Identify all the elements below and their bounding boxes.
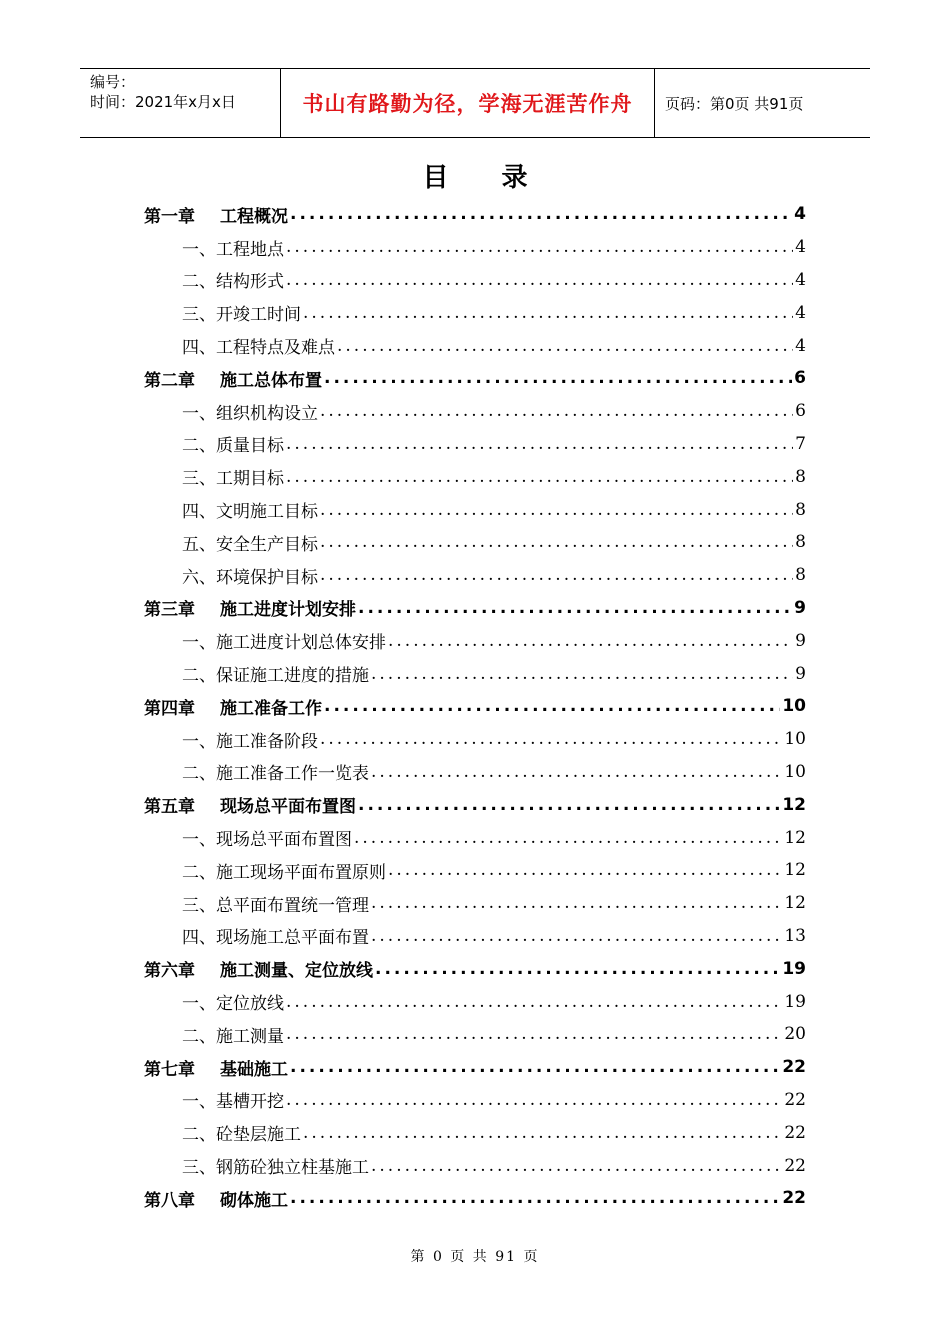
dot-leader [320, 401, 793, 421]
dot-leader [320, 565, 793, 585]
entry-page-number: 8 [795, 532, 806, 553]
toc-section-entry[interactable] [144, 395, 806, 428]
entry-page-number: 10 [784, 761, 806, 782]
entry-page-number: 9 [794, 597, 806, 618]
toc-section-entry[interactable] [144, 460, 806, 493]
entry-page-number: 6 [795, 401, 806, 422]
entry-title: 三、开竣工时间 [182, 305, 301, 326]
toc-section-entry[interactable] [144, 821, 806, 854]
entry-page-number: 22 [784, 1155, 806, 1176]
toc-section-entry[interactable] [144, 428, 806, 461]
toc-section-entry[interactable] [144, 1116, 806, 1149]
header-motto: 书山有路勤为径，学海无涯苦作舟 [281, 69, 655, 137]
toc-section-entry[interactable] [144, 231, 806, 264]
chapter-number: 第三章 [144, 600, 195, 621]
entry-title: 砌体施工 [220, 1190, 288, 1211]
entry-title: 二、施工准备工作一览表 [182, 764, 369, 785]
toc-section-entry[interactable] [144, 1018, 806, 1051]
entry-page-number: 4 [794, 204, 806, 225]
entry-page-number: 13 [784, 925, 806, 946]
entry-title: 一、施工准备阶段 [182, 731, 318, 752]
document-number-label: 编号： [90, 73, 136, 91]
dot-leader [320, 729, 782, 749]
dot-leader [388, 631, 793, 651]
toc-section-entry[interactable] [144, 1084, 806, 1117]
document-time: 时间：2021年x月x日 [90, 93, 236, 111]
entry-title: 基础施工 [220, 1059, 288, 1080]
entry-title: 一、施工进度计划总体安排 [182, 633, 386, 654]
dot-leader [286, 1024, 782, 1044]
entry-page-number: 12 [784, 893, 806, 914]
dot-leader [371, 926, 782, 946]
toc-section-entry[interactable] [144, 657, 806, 690]
chapter-number: 第一章 [144, 206, 195, 227]
entry-page-number: 4 [795, 335, 806, 356]
entry-title: 三、钢筋砼独立柱基施工 [182, 1158, 369, 1178]
entry-page-number: 12 [784, 860, 806, 881]
dot-leader [286, 992, 782, 1012]
toc-section-entry[interactable] [144, 854, 806, 887]
dot-leader [290, 1057, 780, 1077]
entry-page-number: 22 [782, 1057, 806, 1078]
dot-leader [388, 860, 782, 880]
toc-chapter-entry[interactable] [144, 690, 806, 723]
toc-section-entry[interactable] [144, 264, 806, 297]
entry-title: 三、总平面布置统一管理 [182, 895, 369, 916]
dot-leader [286, 237, 793, 257]
toc-chapter-entry[interactable] [144, 952, 806, 985]
entry-page-number: 12 [782, 794, 806, 815]
entry-title: 一、组织机构设立 [182, 403, 318, 424]
page-footer: 第 0 页 共 91 页 [410, 1249, 540, 1265]
dot-leader [371, 664, 793, 684]
toc-chapter-entry[interactable] [144, 362, 806, 395]
entry-page-number: 19 [782, 958, 806, 979]
dot-leader [375, 959, 780, 979]
entry-page-number: 10 [782, 696, 806, 717]
toc-section-entry[interactable] [144, 493, 806, 526]
entry-page-number: 12 [784, 827, 806, 848]
entry-title: 二、砼垫层施工 [182, 1125, 301, 1146]
toc-chapter-entry[interactable] [144, 198, 806, 231]
dot-leader [290, 204, 792, 224]
dot-leader [303, 1123, 782, 1143]
dot-leader [286, 467, 793, 487]
chapter-number: 第五章 [144, 797, 195, 818]
entry-title: 四、文明施工目标 [182, 502, 318, 523]
entry-title: 二、质量目标 [182, 436, 284, 457]
entry-title: 二、施工现场平面布置原则 [182, 862, 386, 883]
toc-section-entry[interactable] [144, 887, 806, 920]
dot-leader [320, 532, 793, 552]
dot-leader [358, 598, 792, 618]
entry-page-number: 20 [784, 1024, 806, 1045]
toc-section-entry[interactable] [144, 756, 806, 789]
toc-chapter-entry[interactable] [144, 592, 806, 625]
chapter-number: 第八章 [144, 1190, 195, 1211]
dot-leader [324, 696, 780, 716]
entry-page-number: 22 [784, 1089, 806, 1110]
dot-leader [320, 500, 793, 520]
entry-page-number: 4 [795, 237, 806, 258]
entry-title: 施工进度计划安排 [220, 600, 356, 621]
chapter-number: 第六章 [144, 961, 195, 982]
entry-page-number: 19 [784, 991, 806, 1012]
toc-section-entry[interactable] [144, 1149, 806, 1182]
dot-leader [371, 893, 782, 913]
chapter-number: 第四章 [144, 698, 195, 719]
entry-title: 二、结构形式 [182, 272, 284, 293]
dot-leader [286, 1090, 782, 1110]
entry-page-number: 7 [795, 433, 806, 454]
toc-section-entry[interactable] [144, 559, 806, 592]
entry-page-number: 4 [795, 302, 806, 323]
toc-section-entry[interactable] [144, 329, 806, 362]
entry-title: 三、工期目标 [182, 469, 284, 490]
entry-title: 六、环境保护目标 [182, 567, 318, 588]
toc-section-entry[interactable] [144, 526, 806, 559]
header-meta [80, 69, 281, 137]
dot-leader [303, 303, 793, 323]
toc-title: 目 录 [422, 163, 550, 193]
toc-section-entry[interactable] [144, 624, 806, 657]
toc-chapter-entry[interactable] [144, 1182, 806, 1215]
entry-title: 二、施工测量 [182, 1026, 284, 1047]
entry-page-number: 9 [795, 663, 806, 684]
entry-page-number: 22 [782, 1188, 806, 1209]
page-header [80, 68, 870, 138]
entry-title: 二、保证施工进度的措施 [182, 666, 369, 687]
entry-title: 五、安全生产目标 [182, 534, 318, 555]
dot-leader [324, 368, 792, 388]
dot-leader [371, 1156, 782, 1176]
entry-title: 四、现场施工总平面布置 [182, 928, 369, 949]
entry-page-number: 9 [795, 630, 806, 651]
dot-leader [371, 762, 782, 782]
entry-page-number: 6 [794, 368, 806, 389]
chapter-number: 第七章 [144, 1059, 195, 1080]
toc-section-entry[interactable] [144, 723, 806, 756]
entry-title: 工程概况 [220, 206, 288, 227]
toc-chapter-entry[interactable] [144, 788, 806, 821]
entry-page-number: 10 [784, 729, 806, 750]
table-of-contents [144, 198, 806, 1215]
dot-leader [358, 795, 780, 815]
dot-leader [290, 1188, 780, 1208]
entry-title: 一、现场总平面布置图 [182, 830, 352, 851]
entry-title: 现场总平面布置图 [220, 797, 356, 818]
entry-title: 四、工程特点及难点 [182, 338, 335, 359]
dot-leader [286, 270, 793, 290]
dot-leader [286, 434, 793, 454]
entry-title: 施工总体布置 [220, 370, 322, 391]
chapter-number: 第二章 [144, 370, 195, 391]
entry-title: 一、基槽开挖 [182, 1092, 284, 1113]
entry-title: 施工测量、定位放线 [220, 961, 373, 982]
dot-leader [354, 828, 782, 848]
entry-page-number: 8 [795, 466, 806, 487]
entry-page-number: 4 [795, 269, 806, 290]
entry-title: 一、工程地点 [182, 239, 284, 260]
toc-section-entry[interactable] [144, 920, 806, 953]
toc-section-entry[interactable] [144, 985, 806, 1018]
entry-title: 一、定位放线 [182, 994, 284, 1015]
toc-chapter-entry[interactable] [144, 1051, 806, 1084]
header-page-info: 页码：第0页 共91页 [665, 94, 804, 113]
entry-page-number: 22 [784, 1122, 806, 1143]
entry-page-number: 8 [795, 499, 806, 520]
dot-leader [337, 336, 793, 356]
entry-title: 施工准备工作 [220, 698, 322, 719]
toc-section-entry[interactable] [144, 296, 806, 329]
entry-page-number: 8 [795, 565, 806, 586]
